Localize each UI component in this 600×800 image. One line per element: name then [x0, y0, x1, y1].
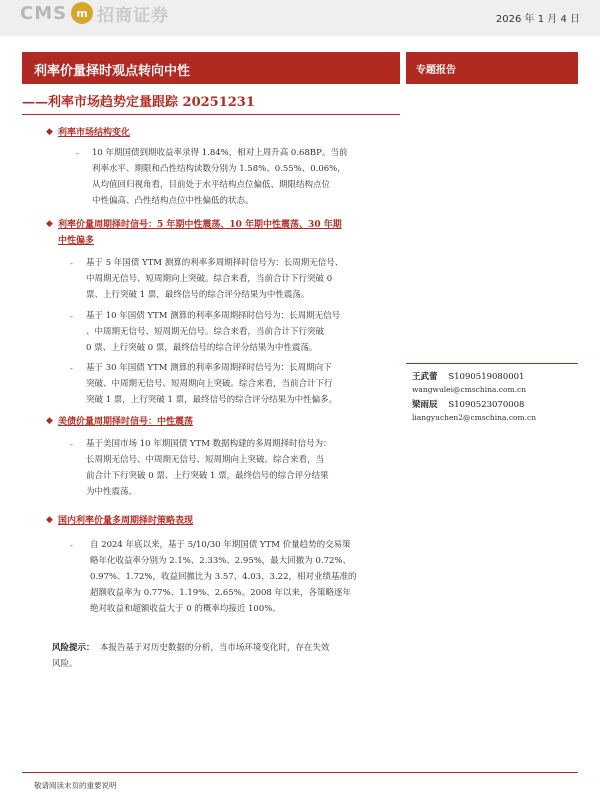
- bullet-icon: ◆: [46, 127, 53, 137]
- author-name-id: 梁雨辰 S1090523070008: [412, 400, 525, 410]
- section-paragraph: 基于 10 年国债 YTM 测算的利率多周期择时信号为：长周期无信号 、中周期无信号、短周期无信号。综合来看，当前合计下行突破 0 票、上行突破 0 票，最终信号的综合评分结果为中性震荡。: [86, 311, 341, 353]
- section-heading: 美债价量周期择时信号：中性震荡: [58, 417, 194, 427]
- section-heading: 国内利率价量多周期择时策略表现: [58, 516, 194, 526]
- section-paragraph: 基于美国市场 10 年期国债 YTM 数据构建的多周期择时信号为： 长周期无信号、中周期无信号、短周期向上突破。综合来看，当 前合计下行突破 0 票、上行突破 1 票，最终信号的综合评分结果 为中性震荡。: [86, 439, 332, 497]
- logo-seal-letter: m: [76, 6, 88, 20]
- author-email: wangwulei@cmschina.com.cn: [412, 385, 527, 394]
- title-banner: [22, 52, 400, 84]
- report-subtitle: ——利率市场趋势定量跟踪 20251231: [22, 95, 255, 110]
- logo-cms-text: CMS: [20, 2, 68, 24]
- author-divider: [406, 363, 578, 364]
- section-heading: 利率价量周期择时信号：5 年期中性震荡、10 年期中性震荡、30 年期 中性偏多: [58, 220, 342, 246]
- bullet-icon: ◆: [46, 416, 53, 426]
- subtitle-divider: [22, 114, 400, 115]
- dash-icon: -: [70, 364, 73, 374]
- report-type-label: 专题报告: [416, 65, 456, 76]
- logo-seal-icon: [71, 2, 93, 24]
- dash-icon: -: [70, 312, 73, 322]
- author-email: liangyuchen2@cmschina.com.cn: [412, 413, 537, 422]
- cms-logo: [20, 0, 169, 26]
- report-title: 利率价量择时观点转向中性: [34, 64, 191, 79]
- risk-notice: 风险提示： 本报告基于对历史数据的分析，当市场环境变化时，存在失效 风险。: [52, 643, 330, 669]
- bullet-icon: ◆: [46, 219, 53, 229]
- side-banner: [406, 52, 578, 84]
- footer-divider: [22, 772, 578, 773]
- author-name-id: 王武蕾 S1090519080001: [412, 372, 525, 382]
- report-date: 2026 年 1 月 4 日: [495, 14, 580, 25]
- dash-icon: -: [70, 541, 73, 551]
- footer-note: 敬请阅读末页的重要说明: [34, 781, 117, 790]
- section-paragraph: 10 年期国债到期收益率录得 1.84%，相对上周升高 0.68BP。当前 利率水平、期限和凸性结构读数分别为 1.58%、0.55%、0.06%， 从均值回归视角看，目前处于水平结构点位偏低、期限结构点位 中性偏高、凸性结构点位中性偏低的状态。: [92, 148, 348, 206]
- section-paragraph: 基于 5 年国债 YTM 测算的利率多周期择时信号为：长周期无信号、 中周期无信号、短周期向上突破。综合来看，当前合计下行突破 0 票、上行突破 1 票，最终信号的综合评分结果为中性震荡。: [86, 258, 344, 300]
- section-paragraph: 基于 30 年国债 YTM 测算的利率多周期择时信号为：长周期向下 突破、中周期无信号、短周期向上突破。综合来看，当前合计下行 突破 1 票，上行突破 1 票，最终信号的综合评分结果为中性偏多。: [86, 363, 338, 405]
- logo-chinese-text: 招商证券: [97, 5, 170, 26]
- dash-icon: -: [76, 149, 79, 159]
- section-paragraph: 自 2024 年底以来，基于 5/10/30 年期国债 YTM 价量趋势的交易策 略年化收益率分别为 2.1%、2.33%、2.95%，最大回撤为 0.72%、 0.97%、1.72%，收益回撤比为 3.57、4.03、3.22，相对业绩基准的 超额收益率为 0.77%、1.19%、2.65%。2008 年以来，各策略逐年 绝对收益和超额收益大于 0 的概率均接近 100%。: [90, 540, 357, 614]
- bullet-icon: ◆: [46, 515, 53, 525]
- dash-icon: -: [70, 440, 73, 450]
- section-heading: 利率市场结构变化: [58, 128, 131, 138]
- dash-icon: -: [70, 259, 73, 269]
